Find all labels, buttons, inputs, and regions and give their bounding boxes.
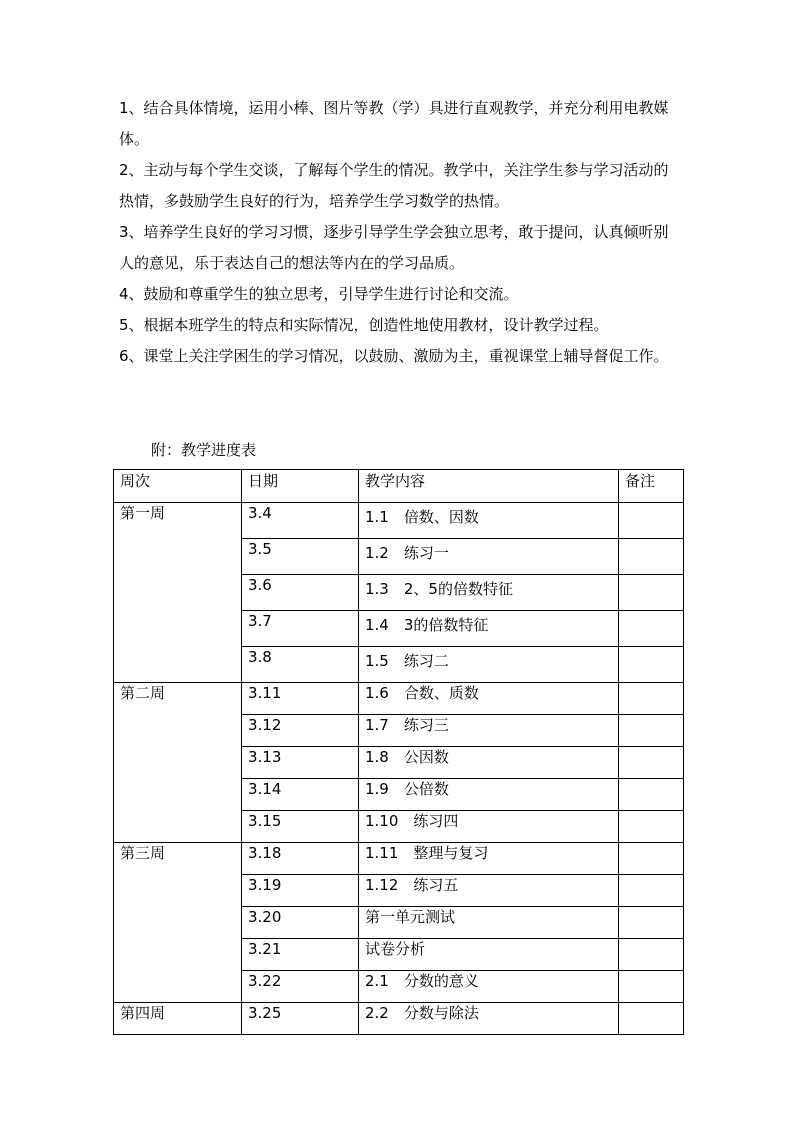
content-cell: 2.1 分数的意义 [359,971,619,1003]
content-cell: 第一单元测试 [359,907,619,939]
date-cell: 3.11 [242,683,359,715]
date-cell: 3.7 [242,611,359,647]
week-cell: 第二周 [114,683,242,843]
note-cell [619,503,684,539]
content-cell: 1.8 公因数 [359,747,619,779]
note-cell [619,875,684,907]
note-cell [619,683,684,715]
note-cell [619,939,684,971]
paragraph-2: 2、主动与每个学生交谈，了解每个学生的情况。教学中，关注学生参与学习活动的热情，多鼓励学生良好的行为，培养学生学习数学的热情。 [119,161,669,210]
note-cell [619,575,684,611]
content-cell: 1.3 2、5的倍数特征 [359,575,619,611]
header-date: 日期 [242,470,359,503]
appendix-title: 附：教学进度表 [151,441,257,459]
date-cell: 3.22 [242,971,359,1003]
date-cell: 3.18 [242,843,359,875]
date-cell: 3.13 [242,747,359,779]
content-cell: 1.1 倍数、因数 [359,503,619,539]
week-cell: 第一周 [114,503,242,683]
date-cell: 3.20 [242,907,359,939]
note-cell [619,747,684,779]
paragraph-3: 3、培养学生良好的学习习惯，逐步引导学生学会独立思考，敢于提问，认真倾听别人的意见，乐于表达自己的想法等内在的学习品质。 [119,223,669,272]
content-cell: 1.5 练习二 [359,647,619,683]
week-cell: 第三周 [114,843,242,1003]
date-cell: 3.15 [242,811,359,843]
date-cell: 3.12 [242,715,359,747]
schedule-table [113,469,684,1035]
table-row [114,1003,684,1035]
content-cell: 1.9 公倍数 [359,779,619,811]
date-cell: 3.6 [242,575,359,611]
table-row [114,843,684,875]
date-cell: 3.14 [242,779,359,811]
date-cell: 3.5 [242,539,359,575]
note-cell [619,611,684,647]
note-cell [619,1003,684,1035]
header-note: 备注 [619,470,684,503]
content-cell: 1.7 练习三 [359,715,619,747]
table-header-row [114,470,684,503]
table-row [114,503,684,539]
content-cell: 1.12 练习五 [359,875,619,907]
note-cell [619,811,684,843]
note-cell [619,907,684,939]
date-cell: 3.21 [242,939,359,971]
content-cell: 1.11 整理与复习 [359,843,619,875]
paragraph-4: 4、鼓励和尊重学生的独立思考，引导学生进行讨论和交流。 [119,285,519,303]
header-content: 教学内容 [359,470,619,503]
date-cell: 3.19 [242,875,359,907]
content-cell: 1.2 练习一 [359,539,619,575]
content-cell: 2.2 分数与除法 [359,1003,619,1035]
content-cell: 1.10 练习四 [359,811,619,843]
date-cell: 3.25 [242,1003,359,1035]
note-cell [619,843,684,875]
paragraph-6: 6、课堂上关注学困生的学习情况，以鼓励、激励为主，重视课堂上辅导督促工作。 [119,347,669,365]
content-cell: 1.6 合数、质数 [359,683,619,715]
table-row [114,683,684,715]
header-week: 周次 [114,470,242,503]
week-cell: 第四周 [114,1003,242,1035]
paragraph-5: 5、根据本班学生的特点和实际情况，创造性地使用教材，设计教学过程。 [119,316,609,334]
note-cell [619,539,684,575]
note-cell [619,715,684,747]
date-cell: 3.8 [242,647,359,683]
paragraph-1: 1、结合具体情境，运用小棒、图片等教（学）具进行直观教学，并充分利用电教媒体。 [119,99,669,148]
note-cell [619,779,684,811]
note-cell [619,971,684,1003]
content-cell: 1.4 3的倍数特征 [359,611,619,647]
note-cell [619,647,684,683]
date-cell: 3.4 [242,503,359,539]
content-cell: 试卷分析 [359,939,619,971]
